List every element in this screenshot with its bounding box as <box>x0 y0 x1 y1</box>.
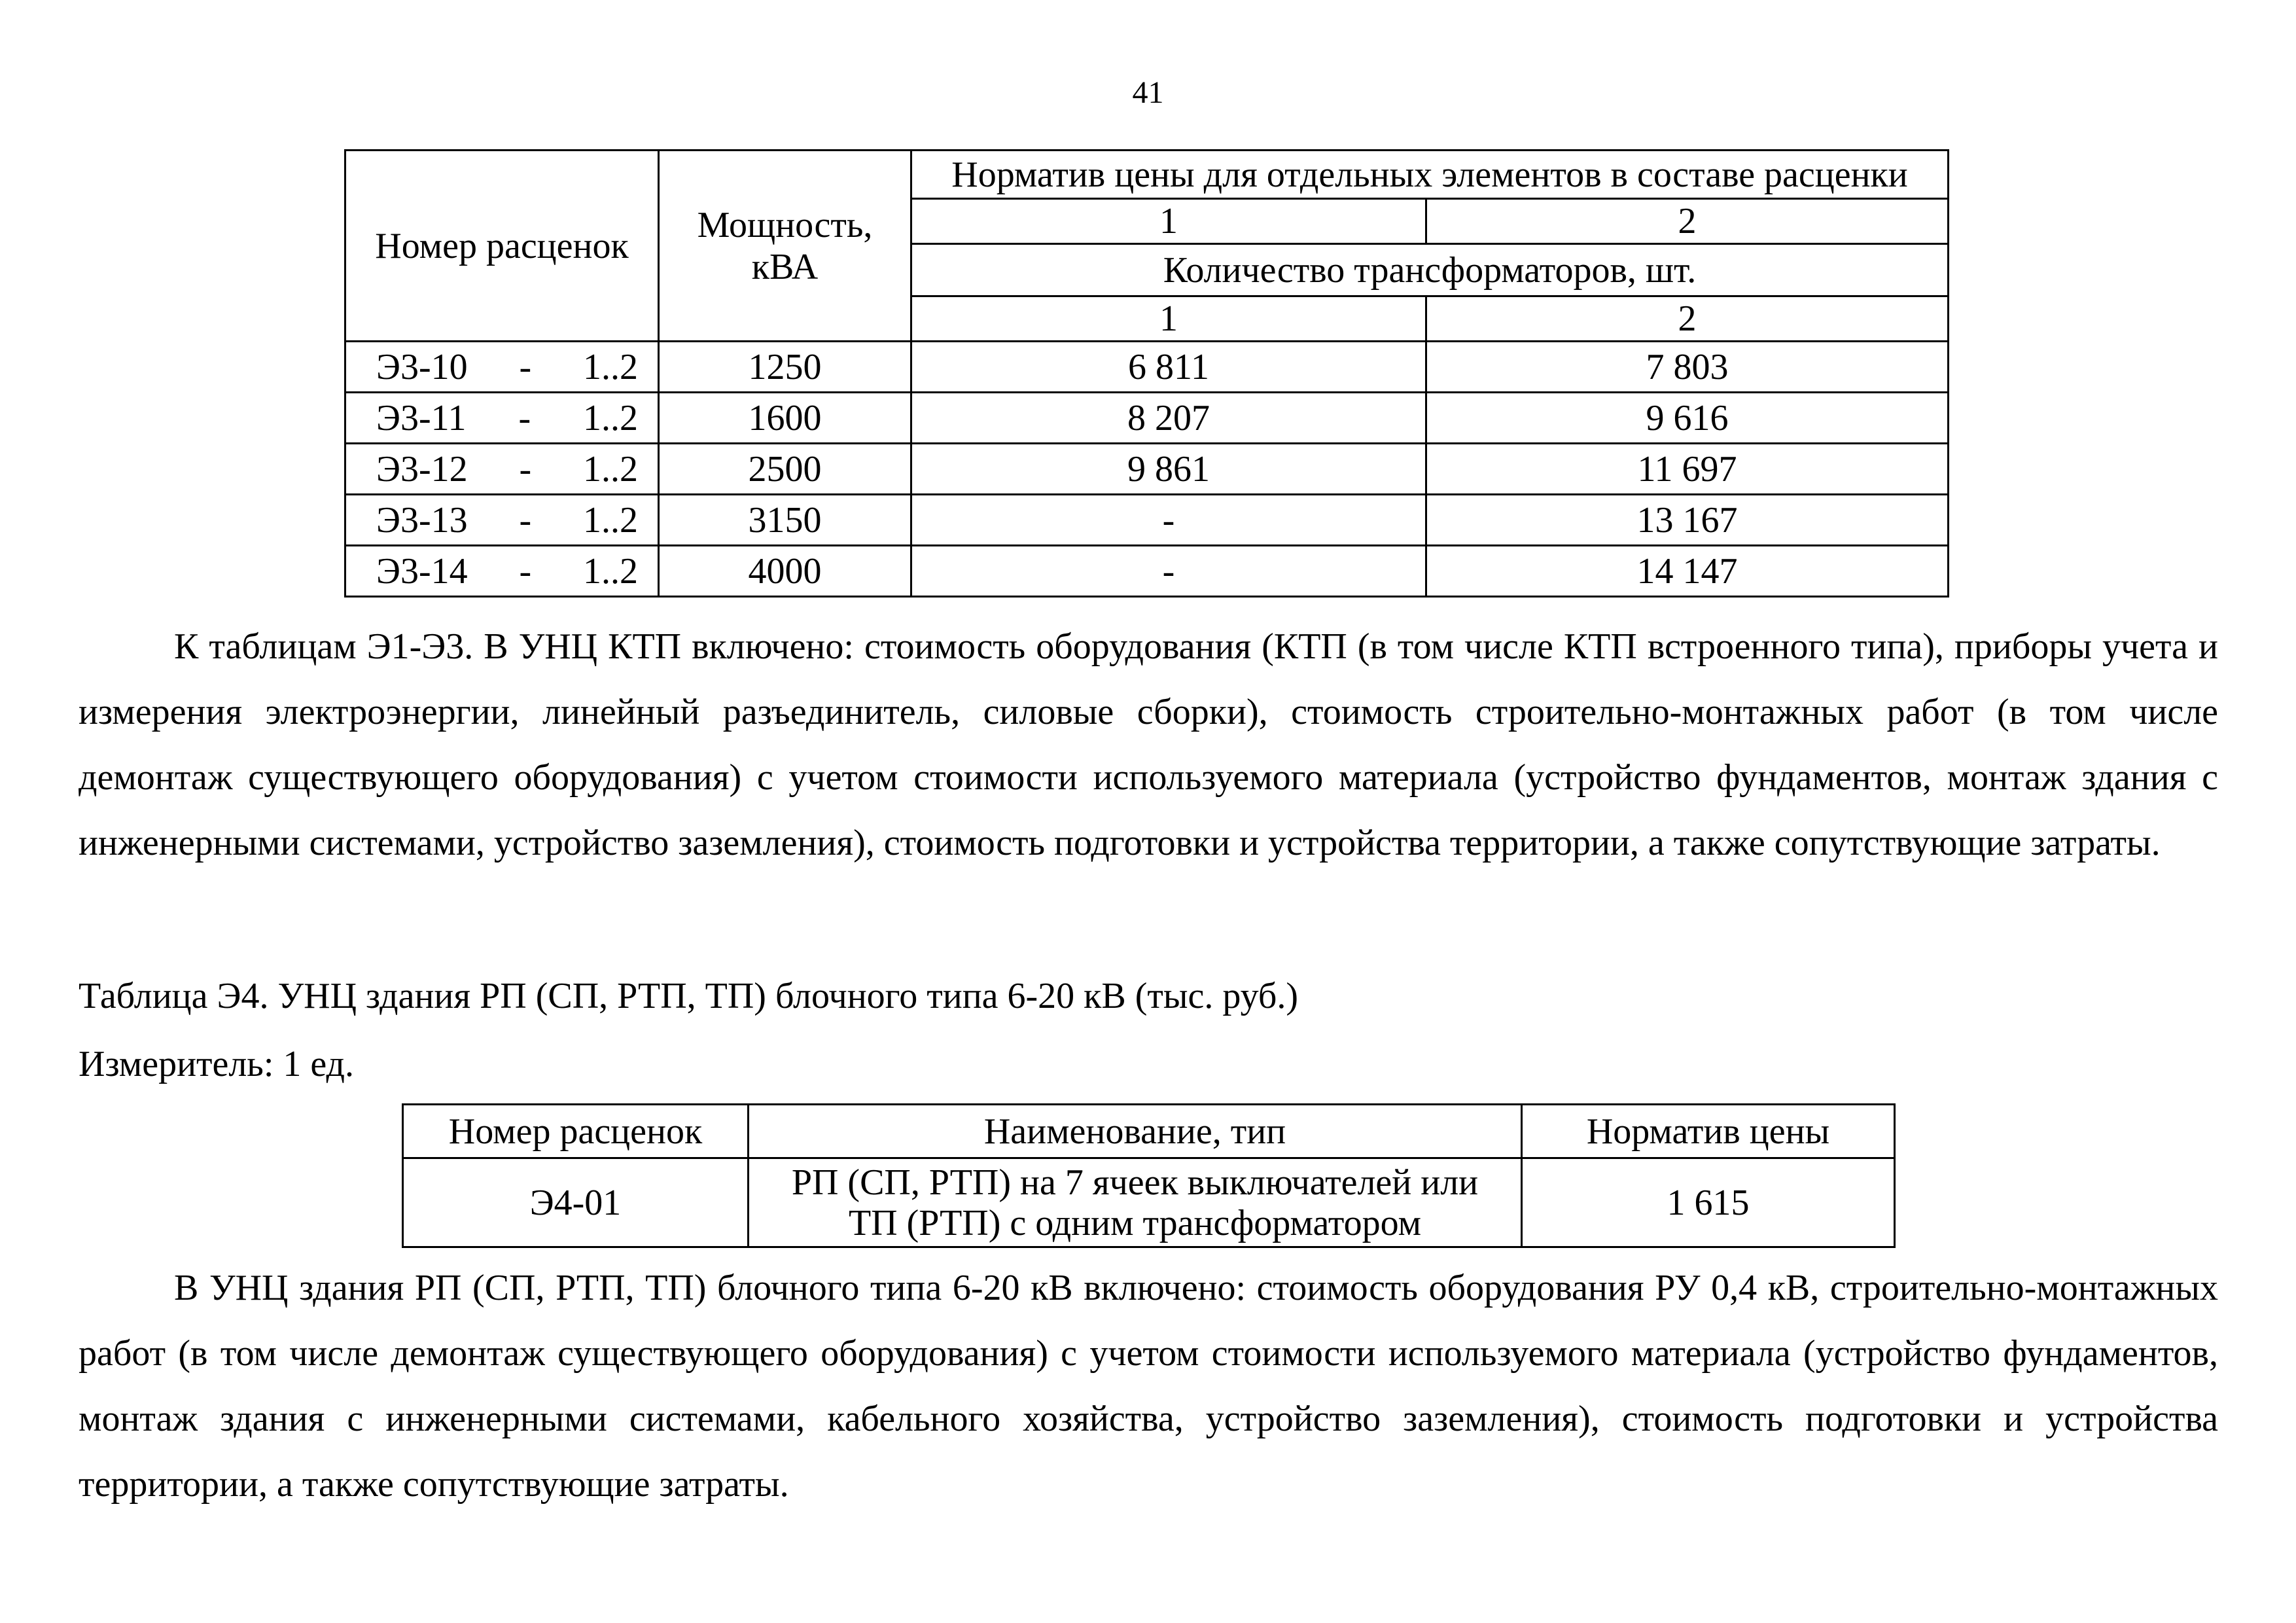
row-code: Э3-10 - 1..2 <box>376 346 638 387</box>
sub-index-2: 2 <box>1426 199 1949 244</box>
row-power: 2500 <box>659 444 911 495</box>
row-code: Э3-12 - 1..2 <box>376 448 638 490</box>
paragraph-building-notes: В УНЦ здания РП (СП, РТП, ТП) блочного типа 6-20 кВ включено: стоимость оборудования РУ 0,4 кВ, строительно-монтажных работ (в том числе демонтаж существующего оборудования) с учетом стоимости используемого материала (устройство фундаментов, монтаж здания с инженерными системами, кабельного хозяйства, устройство заземления), стоимость подготовки и устройства территории, а также сопутствующие затраты. <box>79 1268 2218 1505</box>
table4-caption: Таблица Э4. УНЦ здания РП (СП, РТП, ТП) блочного типа 6-20 кВ (тыс. руб.) <box>79 976 1298 1016</box>
row-code: Э3-13 - 1..2 <box>376 499 638 541</box>
building-price-table <box>402 1103 1896 1248</box>
table-row <box>345 393 1949 444</box>
row-value-2: 7 803 <box>1426 342 1949 393</box>
row-code: Э4-01 <box>403 1158 749 1247</box>
row-name: РП (СП, РТП) на 7 ячеек выключателей или ТП (РТП) с одним трансформатором <box>749 1158 1522 1247</box>
row-value-1: 9 861 <box>911 444 1426 495</box>
row-value-1: - <box>911 546 1426 597</box>
row-power: 1600 <box>659 393 911 444</box>
table-row <box>345 546 1949 597</box>
row-value-2: 13 167 <box>1426 495 1949 546</box>
row-code: Э3-14 - 1..2 <box>376 550 638 592</box>
price-norms-table <box>344 149 1949 597</box>
header-code: Номер расценок <box>403 1105 749 1158</box>
row-power: 3150 <box>659 495 911 546</box>
header-norm: Норматив цены <box>1522 1105 1895 1158</box>
header-code: Номер расценок <box>345 151 659 342</box>
table-row <box>345 495 1949 546</box>
header-norm: Норматив цены для отдельных элементов в составе расценки <box>911 151 1949 199</box>
table4-unit: Измеритель: 1 ед. <box>79 1044 355 1084</box>
row-power: 4000 <box>659 546 911 597</box>
table-row <box>345 444 1949 495</box>
row-power: 1250 <box>659 342 911 393</box>
sub-index-1: 1 <box>911 199 1426 244</box>
count-1: 1 <box>911 296 1426 342</box>
row-value-2: 14 147 <box>1426 546 1949 597</box>
row-value-1: 8 207 <box>911 393 1426 444</box>
header-transformer-count: Количество трансформаторов, шт. <box>911 244 1949 296</box>
page-number: 41 <box>1132 75 1164 110</box>
row-code: Э3-11 - 1..2 <box>376 397 638 438</box>
row-value-1: 6 811 <box>911 342 1426 393</box>
table-row <box>403 1158 1895 1247</box>
header-name: Наименование, тип <box>749 1105 1522 1158</box>
row-value-2: 9 616 <box>1426 393 1949 444</box>
paragraph-ktp-notes: К таблицам Э1-Э3. В УНЦ КТП включено: стоимость оборудования (КТП (в том числе КТП встроенного типа), приборы учета и измерения электроэнергии, линейный разъединитель, силовые сборки), стоимость строительно-монтажных работ (в том числе демонтаж существующего оборудования) с учетом стоимости используемого материала (устройство фундаментов, монтаж здания с инженерными системами, устройство заземления), стоимость подготовки и устройства территории, а также сопутствующие затраты. <box>79 626 2218 863</box>
row-value-1: - <box>911 495 1426 546</box>
header-power: Мощность, кВА <box>659 151 911 342</box>
table-row <box>345 342 1949 393</box>
row-value: 1 615 <box>1522 1158 1895 1247</box>
count-2: 2 <box>1426 296 1949 342</box>
row-value-2: 11 697 <box>1426 444 1949 495</box>
